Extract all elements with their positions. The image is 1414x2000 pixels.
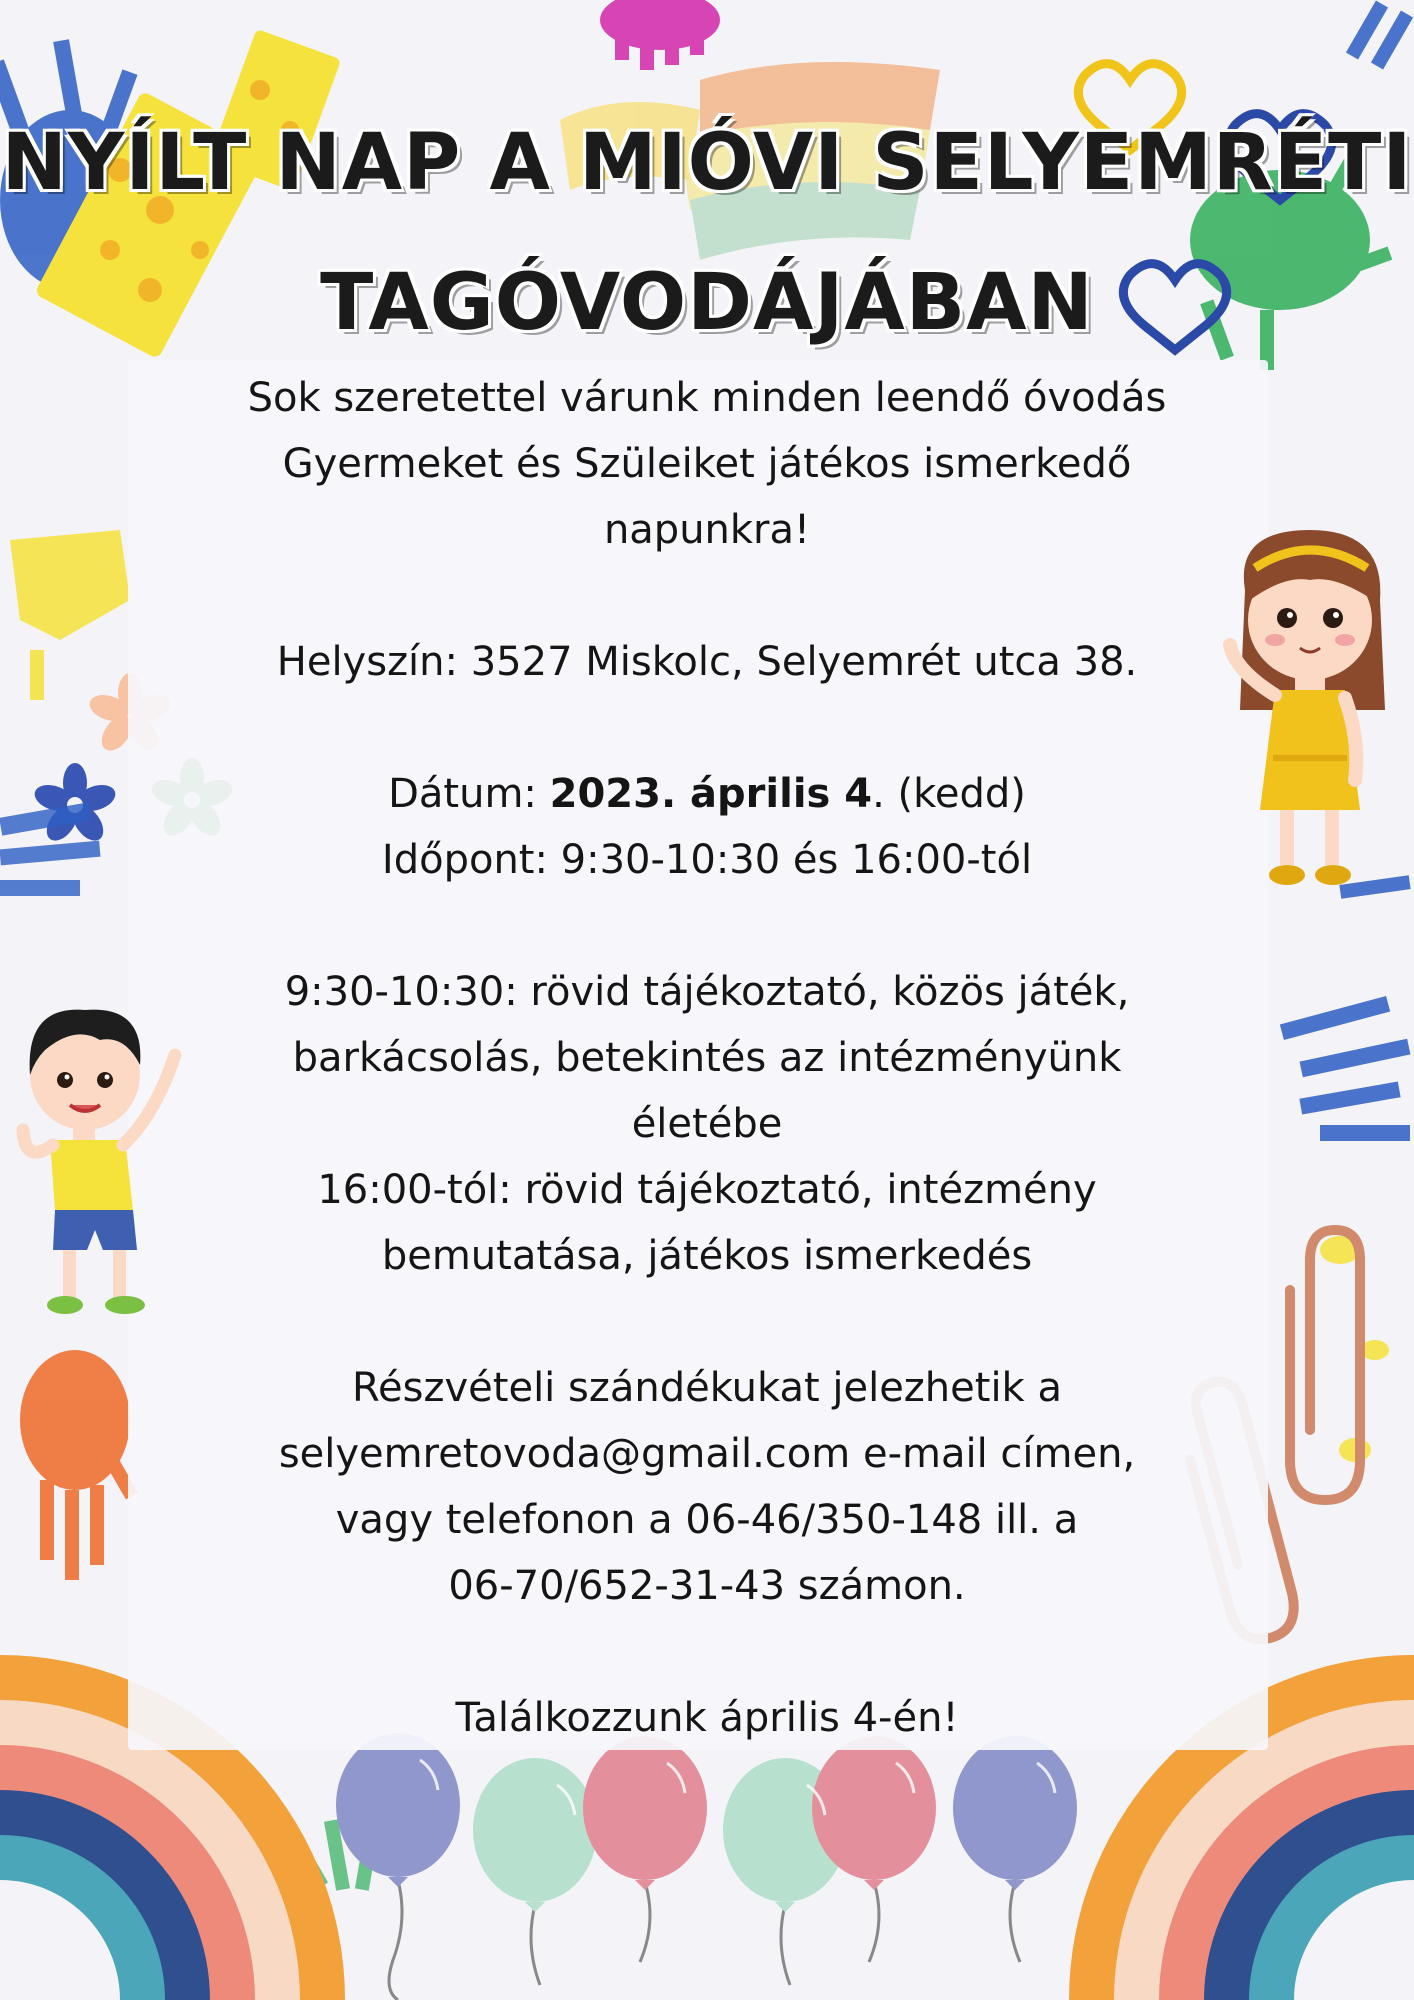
date-value: 2023. április 4 (549, 771, 873, 817)
balloon-mint-1 (473, 1758, 597, 1985)
program-morning-line-2: barkácsolás, betekintés az intézményünk (292, 1035, 1122, 1081)
title-line-2: TAGÓVODÁJÁBAN (320, 258, 1094, 348)
program-afternoon-line-1: 16:00-tól: rövid tájékoztató, intézmény (317, 1167, 1097, 1213)
balloon-blue-1 (336, 1733, 460, 2000)
intro-line-1: Sok szeretettel várunk minden leendő óvodás (247, 375, 1167, 421)
handprint-magenta-top (600, 0, 720, 70)
date-suffix: . (kedd) (872, 771, 1026, 817)
intro-line-2: Gyermeket és Szüleiket játékos ismerkedő (282, 441, 1132, 487)
balloons (336, 1733, 1077, 2000)
contact-line-4: 06-70/652-31-43 számon. (448, 1563, 966, 1609)
intro-line-3: napunkra! (603, 507, 811, 553)
time-text: Időpont: 9:30-10:30 és 16:00-tól (381, 837, 1033, 883)
balloon-blue-2 (953, 1736, 1077, 1962)
closing-text: Találkozzunk április 4-én! (455, 1695, 959, 1741)
balloon-pink-1 (583, 1736, 707, 1962)
date-text (0, 761, 1414, 827)
contact-line-1: Részvételi szándékukat jelezhetik a (352, 1365, 1062, 1411)
contact-email-line: selyemretovoda@gmail.com e-mail címen, (278, 1431, 1136, 1477)
location-text: Helyszín: 3527 Miskolc, Selyemrét utca 38. (276, 639, 1138, 685)
balloon-pink-2 (812, 1736, 936, 1962)
program-morning-line-1: 9:30-10:30: rövid tájékoztató, közös játék, (284, 969, 1130, 1015)
contact-line-3: vagy telefonon a 06-46/350-148 ill. a (335, 1497, 1079, 1543)
program-morning-line-3: életébe (631, 1101, 783, 1147)
program-afternoon-line-2: bemutatása, játékos ismerkedés (381, 1233, 1033, 1279)
handprint-blue-top-right (1346, 1, 1413, 70)
date-prefix: Dátum: (388, 771, 550, 817)
title-line-1: NYÍLT NAP A MIÓVI SELYEMRÉTI (1, 118, 1413, 208)
